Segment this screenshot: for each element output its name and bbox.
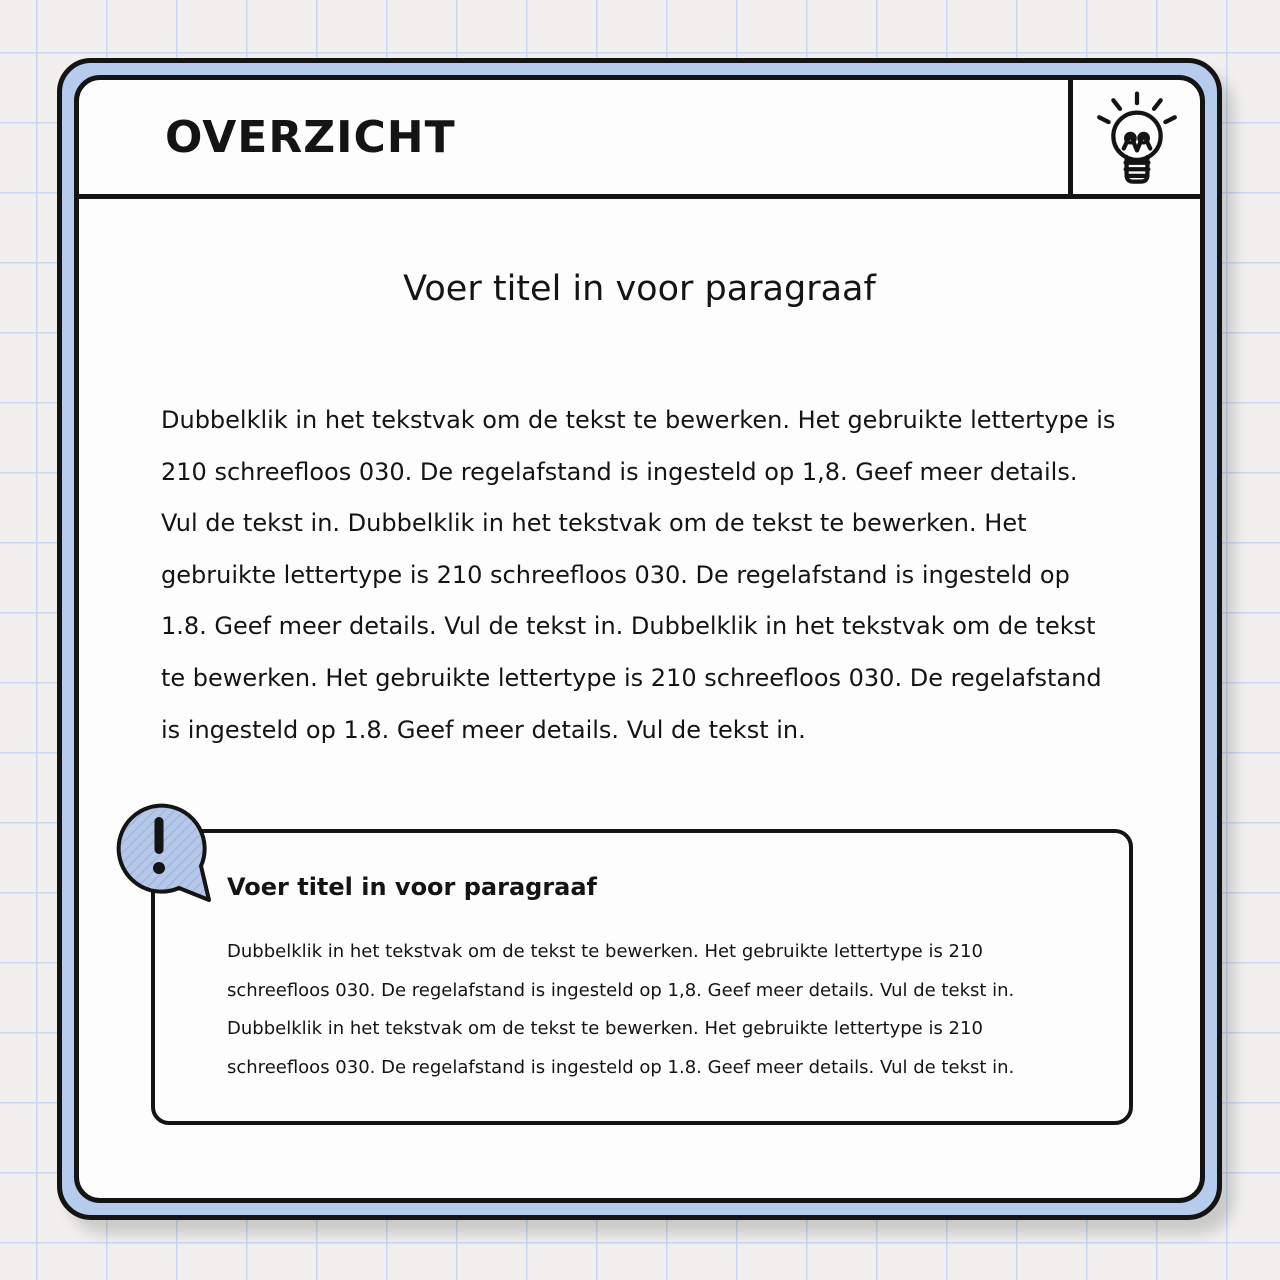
card-panel [74, 75, 1205, 1203]
callout-title-textbox[interactable]: Voer titel in voor paragraaf [227, 873, 597, 901]
exclamation-bubble-icon [109, 796, 221, 908]
lightbulb-icon [1089, 88, 1185, 192]
section-body-textbox[interactable]: Dubbelklik in het tekstvak om de tekst te bewerken. Het gebruikte lettertype is 210 schreefloos 030. De regelafstand is ingesteld op 1,8. Geef meer details. Vul de tekst in. Dubbelklik in het tekstvak om de tekst te bewerken. Het gebruikte lettertype is 210 schreefloos 030. De regelafstand is ingesteld op 1.8. Geef meer details. Vul de tekst in. Dubbelklik in het tekstvak om de tekst te bewerken. Het gebruikte lettertype is 210 schreefloos 030. De regelafstand is ingesteld op 1.8. Geef meer details. Vul de tekst in. [161, 406, 1116, 744]
lightbulb-box [1068, 80, 1200, 199]
section-title-textbox[interactable]: Voer titel in voor paragraaf [403, 269, 876, 309]
overview-card [57, 58, 1222, 1220]
callout-body-textbox[interactable]: Dubbelklik in het tekstvak om de tekst te bewerken. Het gebruikte lettertype is 210 schreefloos 030. De regelafstand is ingesteld op 1,8. Geef meer details. Vul de tekst in. Dubbelklik in het tekstvak om de tekst te bewerken. Het gebruikte lettertype is 210 schreefloos 030. De regelafstand is ingesteld op 1.8. Geef meer details. Vul de tekst in. [227, 941, 1015, 1078]
callout-box [151, 829, 1133, 1125]
card-header [79, 80, 1200, 199]
card-content [79, 199, 1200, 1198]
page-title: OVERZICHT [165, 111, 456, 163]
